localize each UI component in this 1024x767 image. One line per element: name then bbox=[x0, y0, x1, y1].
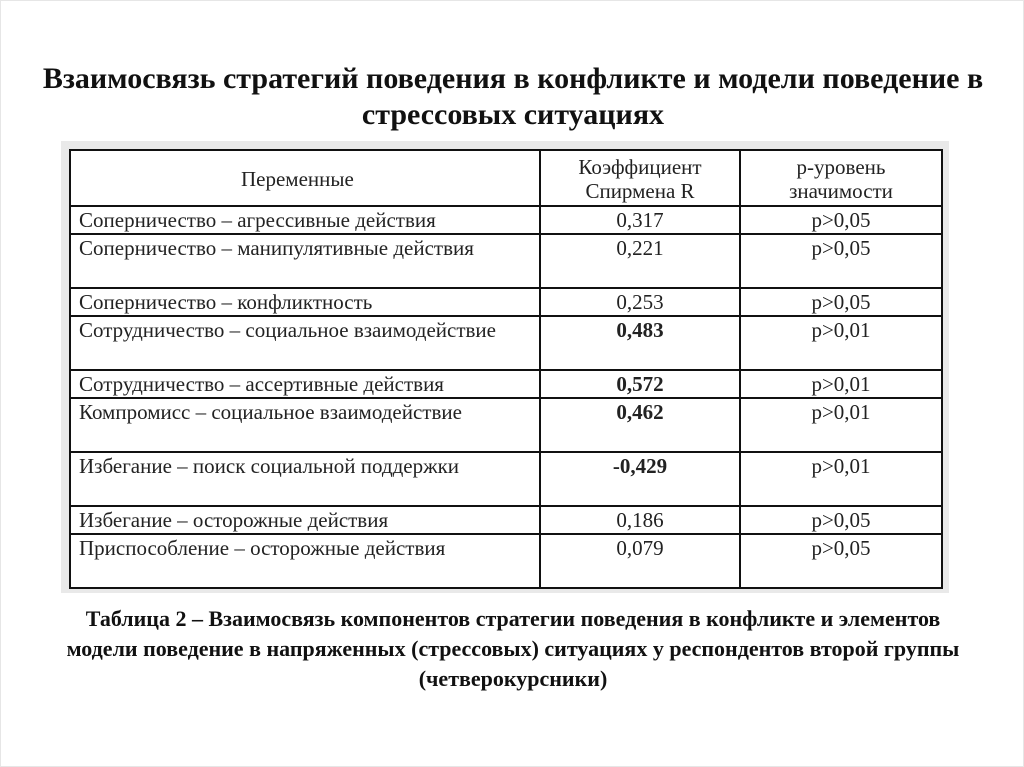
p-value-cell: p>0,05 bbox=[740, 534, 942, 588]
table-row bbox=[70, 206, 942, 234]
table-row bbox=[70, 452, 942, 506]
p-value-cell: p>0,05 bbox=[740, 288, 942, 316]
header-coefficient bbox=[540, 150, 740, 206]
table-row bbox=[70, 370, 942, 398]
header-variables: Переменные bbox=[70, 150, 540, 206]
coefficient-cell: 0,572 bbox=[540, 370, 740, 398]
variable-cell: Компромисс – социальное взаимодействие bbox=[70, 398, 540, 452]
correlation-table bbox=[69, 149, 943, 589]
variable-cell: Избегание – поиск социальной поддержки bbox=[70, 452, 540, 506]
p-value-cell: p>0,01 bbox=[740, 452, 942, 506]
variable-cell: Избегание – осторожные действия bbox=[70, 506, 540, 534]
coefficient-cell: 0,186 bbox=[540, 506, 740, 534]
variable-cell: Сотрудничество – ассертивные действия bbox=[70, 370, 540, 398]
coefficient-cell: 0,483 bbox=[540, 316, 740, 370]
p-value-cell: p>0,01 bbox=[740, 398, 942, 452]
header-p-level-line1: p-уровень bbox=[796, 155, 886, 179]
header-coefficient-line2: Спирмена R bbox=[585, 179, 695, 203]
p-value-cell: p>0,01 bbox=[740, 370, 942, 398]
slide-title: Взаимосвязь стратегий поведения в конфликте и модели поведение в стрессовых ситуациях bbox=[42, 62, 984, 131]
table-row bbox=[70, 534, 942, 588]
p-value-cell: p>0,05 bbox=[740, 206, 942, 234]
header-p-level bbox=[740, 150, 942, 206]
p-value-cell: p>0,05 bbox=[740, 234, 942, 288]
variable-cell: Сотрудничество – социальное взаимодействие bbox=[70, 316, 540, 370]
variable-cell: Соперничество – манипулятивные действия bbox=[70, 234, 540, 288]
variable-cell: Соперничество – агрессивные действия bbox=[70, 206, 540, 234]
coefficient-cell: 0,253 bbox=[540, 288, 740, 316]
p-value-cell: p>0,05 bbox=[740, 506, 942, 534]
table-caption: Таблица 2 – Взаимосвязь компонентов стратегии поведения в конфликте и элементов модели поведение в напряженных (стрессовых) ситуациях у респондентов второй группы (четверокурсники) bbox=[66, 606, 960, 691]
table-frame bbox=[61, 141, 949, 593]
coefficient-cell: 0,462 bbox=[540, 398, 740, 452]
coefficient-cell: -0,429 bbox=[540, 452, 740, 506]
variable-cell: Соперничество – конфликтность bbox=[70, 288, 540, 316]
table-row bbox=[70, 288, 942, 316]
header-p-level-line2: значимости bbox=[789, 179, 893, 203]
coefficient-cell: 0,079 bbox=[540, 534, 740, 588]
coefficient-cell: 0,317 bbox=[540, 206, 740, 234]
p-value-cell: p>0,01 bbox=[740, 316, 942, 370]
header-coefficient-line1: Коэффициент bbox=[578, 155, 702, 179]
variable-cell: Приспособление – осторожные действия bbox=[70, 534, 540, 588]
table-row bbox=[70, 234, 942, 288]
table-row bbox=[70, 316, 942, 370]
table-header-row bbox=[70, 150, 942, 206]
coefficient-cell: 0,221 bbox=[540, 234, 740, 288]
table-row bbox=[70, 398, 942, 452]
table-row bbox=[70, 506, 942, 534]
